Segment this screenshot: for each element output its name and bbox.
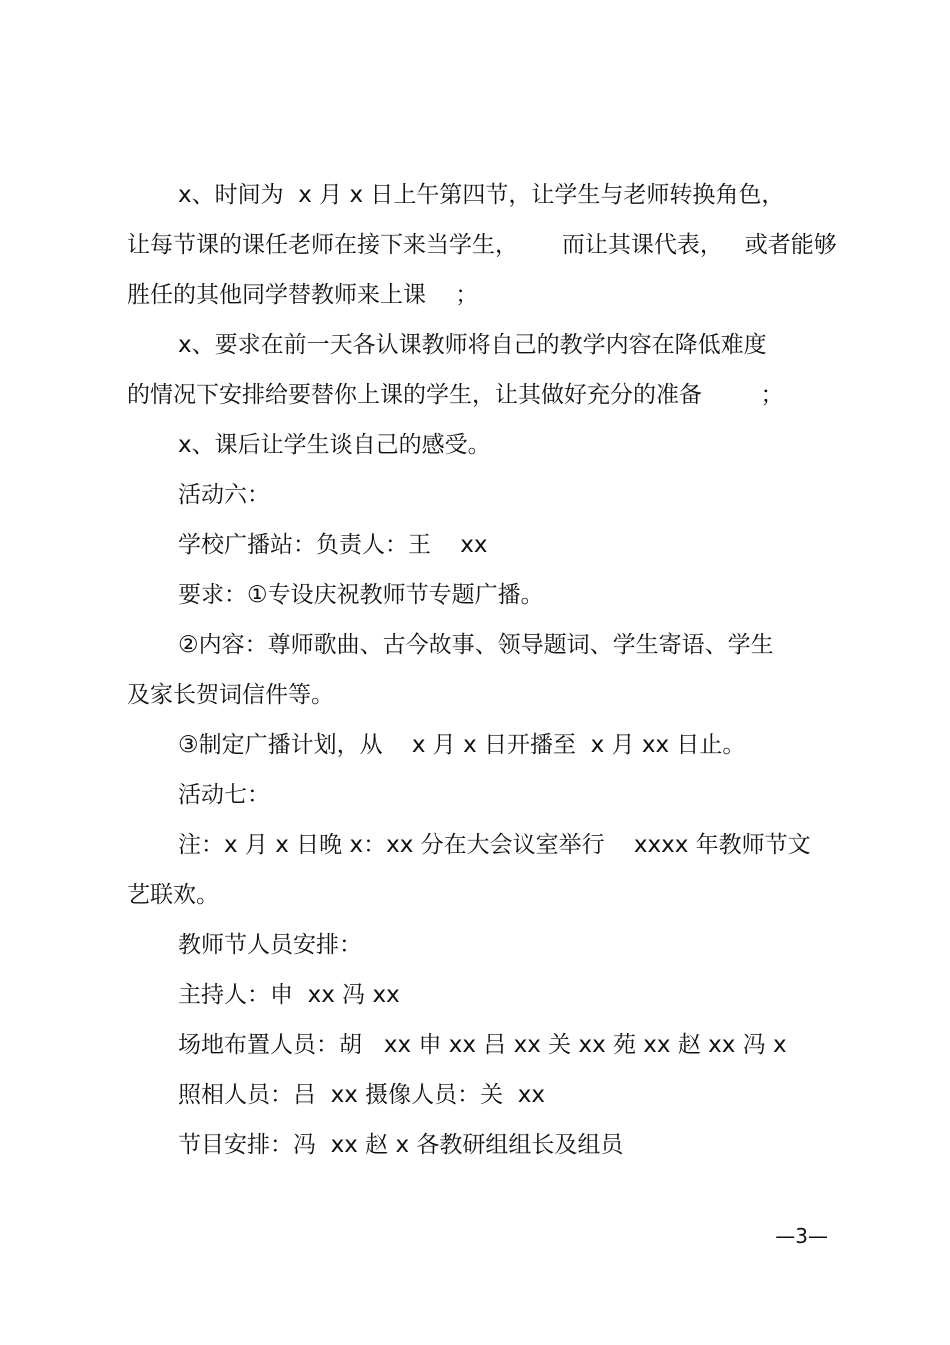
paragraph-line: x、要求在前一天各认课教师将自己的教学内容在降低难度 xyxy=(178,332,767,358)
paragraph-line: 教师节人员安排： xyxy=(178,932,362,958)
paragraph-line: 要求：①专设庆祝教师节专题广播。 xyxy=(178,582,544,608)
page-number: —3— xyxy=(775,1224,828,1248)
section-heading: 活动七： xyxy=(178,782,270,808)
paragraph-line: x、时间为 x 月 x 日上午第四节，让学生与老师转换角色， xyxy=(178,182,785,208)
paragraph-line: 学校广播站：负责人：王 xx xyxy=(178,532,488,558)
paragraph-line: 照相人员：吕 xx 摄像人员：关 xx xyxy=(178,1082,546,1108)
section-heading: 活动六： xyxy=(178,482,270,508)
paragraph-line: 艺联欢。 xyxy=(127,882,219,908)
paragraph-line: 注：x 月 x 日晚 x：xx 分在大会议室举行 xxxx 年教师节文 xyxy=(178,832,811,858)
paragraph-line: 场地布置人员：胡 xx 申 xx 吕 xx 关 xx 苑 xx 赵 xx 冯 x xyxy=(178,1032,787,1058)
paragraph-line: 节目安排：冯 xx 赵 x 各教研组组长及组员 xyxy=(178,1132,624,1158)
paragraph-line: ②内容：尊师歌曲、古今故事、领导题词、学生寄语、学生 xyxy=(178,632,774,658)
paragraph-line: x、课后让学生谈自己的感受。 xyxy=(178,432,491,458)
paragraph-line: 让每节课的课任老师在接下来当学生， 而让其课代表， 或者能够 xyxy=(127,232,837,258)
paragraph-line: 及家长贺词信件等。 xyxy=(127,682,334,708)
paragraph-line: 的情况下安排给要替你上课的学生，让其做好充分的准备 ； xyxy=(127,382,784,408)
paragraph-line: ③制定广播计划，从 x 月 x 日开播至 x 月 xx 日止。 xyxy=(178,732,746,758)
paragraph-line: 主持人：申 xx 冯 xx xyxy=(178,982,400,1008)
paragraph-line: 胜任的其他同学替教师来上课 ； xyxy=(127,282,479,308)
